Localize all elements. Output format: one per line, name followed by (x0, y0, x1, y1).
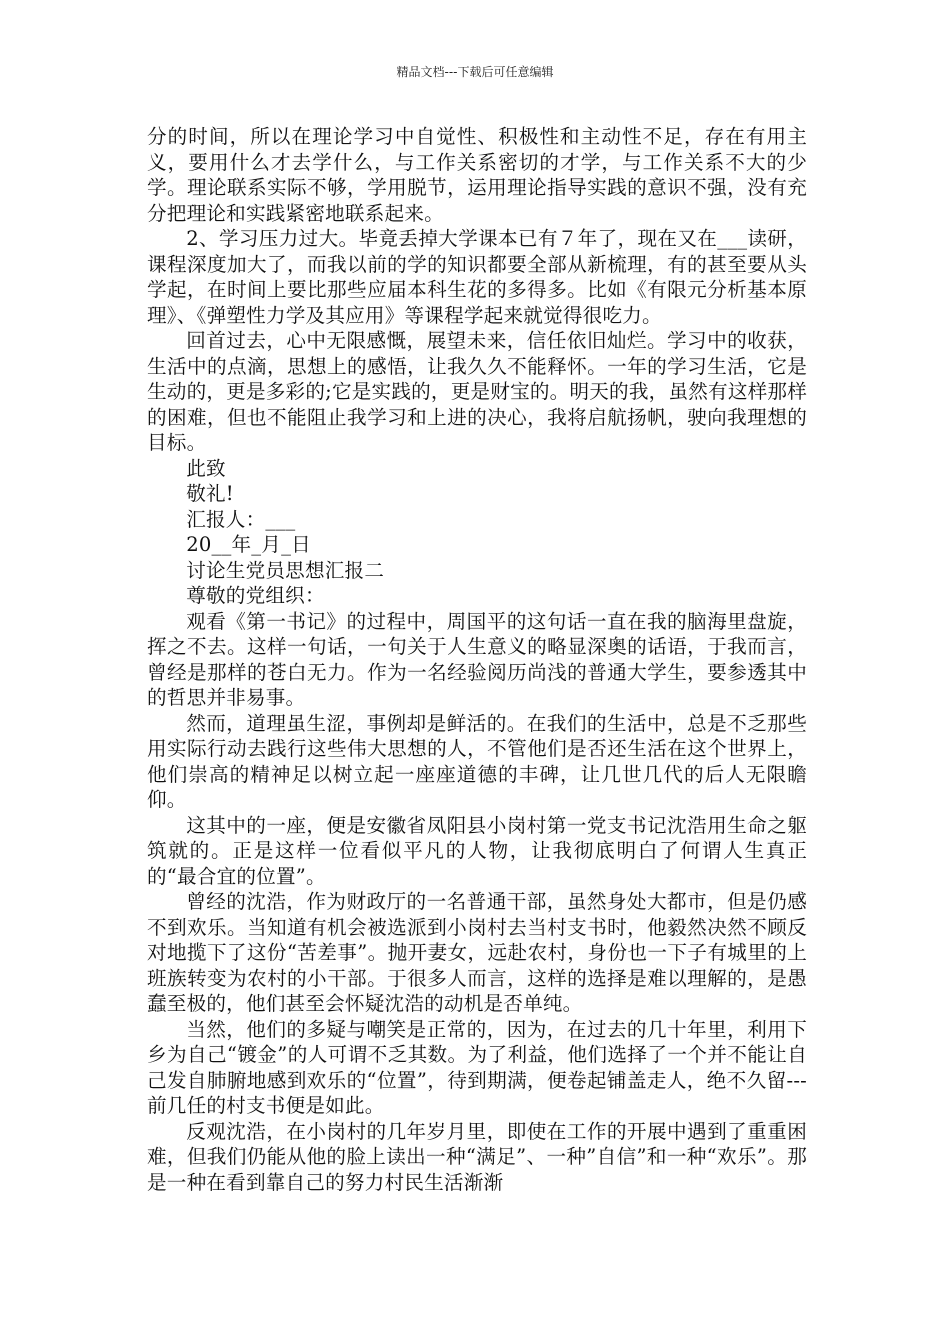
paragraph: 曾经的沈浩，作为财政厅的一名普通干部，虽然身处大都市，但是仍感不到欢乐。当知道有机会被选派到小岗村去当村支书时，他毅然决然不顾反对地揽下了这份“苦差事”。抛开妻女，远赴农村，身份也一下子有城里的上班族转变为农村的小干部。于很多人而言，这样的选择是难以理解的，是愚蠢至极的，他们甚至会怀疑沈浩的动机是否单纯。 (147, 890, 807, 1015)
document-body (147, 124, 807, 1195)
paragraph: 2、学习压力过大。毕竟丢掉大学课本已有７年了，现在又在___读研，课程深度加大了，而我以前的学的知识都要全部从新梳理，有的甚至要从头学起，在时间上要比那些应届本科生花的多得多。比如《有限元分析基本原理》、《弹塑性力学及其应用》等课程学起来就觉得很吃力。 (147, 227, 807, 327)
page-header: 精品文档---下载后可任意编辑 (396, 65, 554, 79)
reporter-line: 汇报人：___ (186, 507, 296, 531)
paragraph: 然而，道理虽生涩，事例却是鲜活的。在我们的生活中，总是不乏那些用实际行动去践行这些伟大思想的人，不管他们是否还生活在这个世界上，他们崇高的精神足以树立起一座座道德的丰碑，让几世几代的后人无限瞻仰。 (147, 711, 807, 811)
paragraph: 当然，他们的多疑与嘲笑是正常的，因为，在过去的几十年里，利用下乡为自己“镀金”的人可谓不乏其数。为了利益，他们选择了一个并不能让自己发自肺腑地感到欢乐的“位置”，待到期满，便卷起铺盖走人，绝不久留---前几任的村支书便是如此。 (147, 1017, 807, 1117)
paragraph: 反观沈浩，在小岗村的几年岁月里，即使在工作的开展中遇到了重重困难，但我们仍能从他的脸上读出一种“满足”、一种”自信”和一种“欢乐”。那是一种在看到靠自己的努力村民生活渐渐 (147, 1119, 807, 1194)
closing-regards: 敬礼! (186, 482, 234, 505)
closing-salutation: 此致 (186, 456, 226, 480)
section-title: 讨论生党员思想汇报二 (186, 558, 385, 582)
date-line: 20__年_月_日 (186, 533, 311, 556)
paragraph: 分的时间，所以在理论学习中自觉性、积极性和主动性不足，存在有用主义，要用什么才去学什么，与工作关系密切的才学，与工作关系不大的少学。理论联系实际不够，学用脱节，运用理论指导实践的意识不强，没有充分把理论和实践紧密地联系起来。 (147, 125, 807, 225)
greeting-line: 尊敬的党组织： (186, 584, 325, 607)
paragraph: 这其中的一座，便是安徽省凤阳县小岗村第一党支书记沈浩用生命之躯筑就的。正是这样一位看似平凡的人物，让我彻底明白了何谓人生真正的“最合宜的位置”。 (147, 813, 807, 888)
paragraph: 回首过去，心中无限感慨，展望未来，信任依旧灿烂。学习中的收获，生活中的点滴，思想上的感悟，让我久久不能释怀。一年的学习生活，它是生动的，更是多彩的;它是实践的，更是财宝的。明天的我，虽然有这样那样的困难，但也不能阻止我学习和上进的决心，我将启航扬帆，驶向我理想的目标。 (147, 329, 807, 454)
paragraph: 观看《第一书记》的过程中，周国平的这句话一直在我的脑海里盘旋，挥之不去。这样一句话，一句关于人生意义的略显深奥的话语，于我而言，曾经是那样的苍白无力。作为一名经验阅历尚浅的普通大学生，要参透其中的哲思并非易事。 (147, 609, 807, 709)
